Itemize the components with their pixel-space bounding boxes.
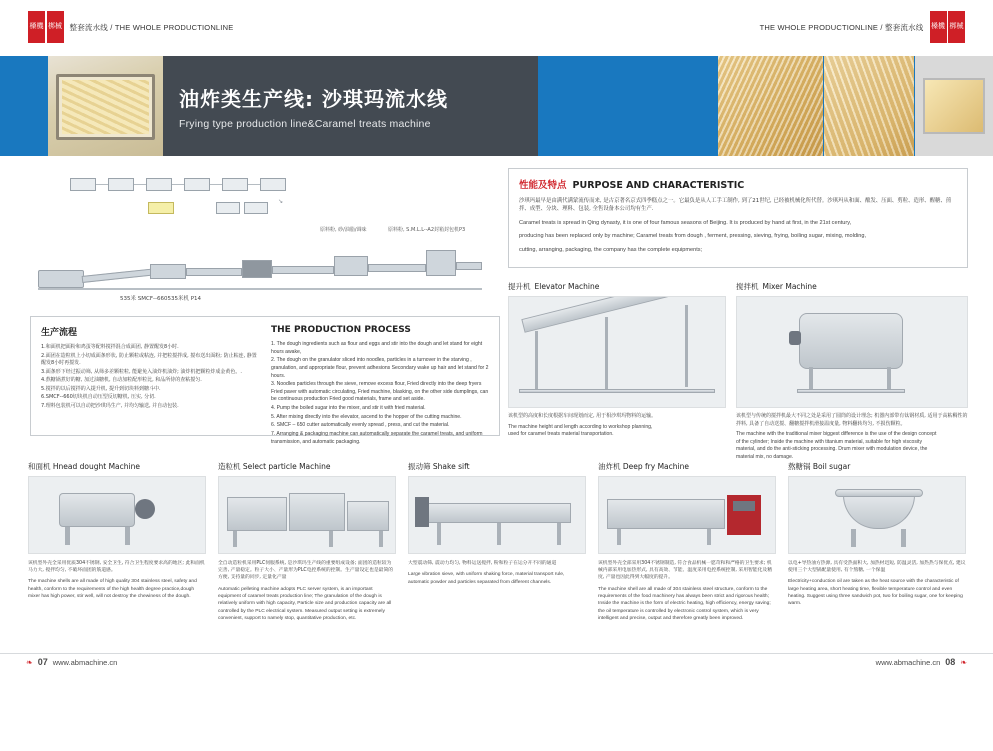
leaf-icon: ❧ xyxy=(960,657,967,667)
machine-title-en: Shake sift xyxy=(432,462,470,471)
elevator-leg-3 xyxy=(685,305,688,387)
machine-card-deep-fryer xyxy=(598,461,776,622)
tray-shape xyxy=(56,74,155,140)
elevator-leg-1 xyxy=(535,331,538,393)
machine-title-en: Select particle Machine xyxy=(242,462,331,471)
brand-text-right: THE WHOLE PRODUCTIONLINE / 整套流水线 xyxy=(759,22,924,32)
machine-title-elevator xyxy=(508,281,726,292)
purpose-text-en-1: Caramel treats is spread in Qing dynasty, it is one of four famous seasons of Beijing. It is produced by hand at first, in the 21st century, xyxy=(519,219,852,226)
machine-title-cn: 造粒机 xyxy=(218,462,241,471)
caramel-treats-closeup-photo xyxy=(718,56,823,156)
process-step-en: 2. The dough on the granulator sliced into noodles, particles in a turnover in the starving , granulation, and appropriate flour, prevent adhesions Secondary wake up hair and let stand for 2 hours. xyxy=(271,357,489,379)
page-number-left: 07 xyxy=(37,657,48,667)
page-number-right: 08 xyxy=(945,657,956,667)
schematic-caption-2: 原料粉, S.M.L.L--A2封箱封包机P3 xyxy=(388,227,466,233)
dough-kneading-machine-photo xyxy=(28,476,206,554)
process-step-cn: 4.熬糖锅煮好的糖, 加过油糖机, 自动加粒配形粒比, 和品所侍的查粘搅匀. xyxy=(41,377,202,383)
kneader-leg-2 xyxy=(125,527,130,545)
line-part-conveyor-3 xyxy=(272,266,334,274)
machine-card-elevator xyxy=(508,281,726,439)
machine-card-sugar-boiler xyxy=(788,461,966,608)
particle-unit-1 xyxy=(227,497,287,531)
machine-title-cn: 熬糖锅 xyxy=(788,462,811,471)
page-header xyxy=(0,0,993,56)
hero-title-cn: 油炸类生产线: 沙琪玛流水线 xyxy=(179,86,448,111)
drum-mixer-photo xyxy=(736,296,968,408)
machine-title-deep-fryer xyxy=(598,461,776,472)
footer-divider xyxy=(0,653,993,654)
process-step-cn: 7.理料包装机可以自动把沙琪玛生产, 并均匀输送, 并自动包装. xyxy=(41,402,179,409)
production-line-schematic xyxy=(30,164,500,309)
elevator-leg-2 xyxy=(605,317,608,389)
particle-unit-2 xyxy=(289,493,345,531)
machine-desc-en4-mixer: material mix, no damage. xyxy=(736,453,794,460)
line-part-fryer xyxy=(242,260,272,278)
machine-title-cn: 振动筛 xyxy=(408,462,431,471)
mixer-drum xyxy=(799,313,903,369)
process-step-en: 5. After mixing directly into the elevator, ascend to the hopper of the cutting machine. xyxy=(271,413,462,420)
machine-card-particle-former xyxy=(218,461,396,622)
schematic-box-1 xyxy=(70,178,96,191)
process-step-cn: 3.面条形下经过振动筛, 从筛多差颗粒粒, 能避免入油炸机油炸; 油炸机把颗粒炸成金黄色。. xyxy=(41,368,242,375)
process-step-cn: 5.搅拌的以后搅拌的入提升机, 提升到切块料到糖斗中. xyxy=(41,385,161,392)
machine-title-cn: 油炸机 xyxy=(598,462,621,471)
mixer-leg-2 xyxy=(887,367,891,391)
mixer-base xyxy=(797,389,905,393)
boiler-rim xyxy=(835,489,923,497)
website-url-right[interactable]: www.abmachine.cn xyxy=(875,657,941,667)
machine-desc-cn-mixer: 该机型与传统的搅拌机最大不同之处是采用了圆筒的设计理念; 机器内部带有钛钢材质, 适用于高粘稠性的拌料, 具备了自动送搅、翻糖搅拌机滑接温度量, 物料翻转均匀, 不损伤颗粒。 xyxy=(736,413,968,427)
machine-gallery-row xyxy=(28,461,968,751)
schematic-arrow-icon: ↘ xyxy=(278,199,284,205)
sieve-leg-2 xyxy=(497,523,501,545)
machine-desc-en: Automatic pelleting machine adopts PLC server system, is an important equipment of caramel treats production line; The granulation of the dough is relatively uniform with high capacity, Particle size and production capacity are all controlled by the PLC electrical system. Measured output setting is extremely convenient, support to namely stop, quantitative production, etc. xyxy=(218,586,392,621)
fryer-tank xyxy=(607,499,725,529)
schematic-connector-2 xyxy=(134,184,146,185)
machine-desc-en2-mixer: of the cylinder; Inside the machine with titanium material, suitable for high viscosity xyxy=(736,438,923,445)
brand-logo-right xyxy=(760,11,965,43)
machine-title-dough-kneader xyxy=(28,461,206,472)
sugar-boiling-pot-photo xyxy=(788,476,966,554)
production-process-panel xyxy=(30,316,500,445)
kneader-bowl xyxy=(59,493,135,527)
boiler-pot xyxy=(843,495,915,529)
process-column-en xyxy=(271,325,489,445)
seal-char-3: 槡機 xyxy=(930,11,947,43)
machine-desc-en: Electricity+conduction oil are taken as the heat source with the characteristic of large heating area, short heating time, flexible temperature control and even heating. Suggest using three sandwich pot, two for boiling sugar, one for keeping warm. xyxy=(788,579,963,607)
purpose-text-cn: 沙琪玛最早是由满代满蒙流传而来, 是古京著名京式四季糕点之一。它最负是从人工手工制作, 到了21世纪, 已经被机械化所代替。沙琪玛从和面、酿发、压面、剪粒、造形、醒糖、煎拌、成型、分块、理料、包装, 全售设备本公司均有生产. xyxy=(519,198,952,213)
elevator-belt xyxy=(521,296,707,333)
particle-leg-2 xyxy=(329,531,333,547)
particle-leg-3 xyxy=(379,531,383,547)
machine-title-en: Deep fry Machine xyxy=(622,462,689,471)
line-part-conveyor-1 xyxy=(82,269,152,283)
vibrating-sieve-photo xyxy=(408,476,586,554)
sieve-inlet xyxy=(415,497,429,527)
machine-title-en: Hnead dought Machine xyxy=(52,462,140,471)
fryer-leg-1 xyxy=(617,529,621,545)
machine-desc-cn: 该机型外壳全部采用304不锈钢制造, 符合食品机械一愿苛和和严格的卫生要求; 机械内部采用电加热形式, 具有高效、节能、温度采用电控系统控制, 采用智能化及精度, 产量也因此得到大幅度的提升。 xyxy=(598,561,772,581)
particle-unit-3 xyxy=(347,501,389,531)
seal-stamp-right xyxy=(930,11,966,43)
machine-title-particle-former xyxy=(218,461,396,472)
schematic-caption-1: 原料粉, 砂/油脂/调味 xyxy=(320,227,367,233)
purpose-heading-cn: 性能及特点 xyxy=(519,180,567,191)
machine-title-cn: 搅拌机 xyxy=(736,282,759,291)
process-step-en: 7. Arranging & packaging machine can automatically separate the caramel treats, and uniform transmission, and automatic packaging. xyxy=(271,431,483,445)
process-step-en: 3. Noodles particles through the sieve, remove excess flour, Fried directly into the deep fryers Fried paver with automatic circulating, Fried machine, blasking, on the other side dumplings, can be continuous production Fried good materials, frame and set aside. xyxy=(271,381,489,403)
elevator-conveyor-photo xyxy=(508,296,726,408)
brand-logo-left xyxy=(28,11,233,43)
process-step-en: 1. The dough ingredients such as flour and eggs and stir into the dough and let stand for eight hours awake, xyxy=(271,341,483,355)
schematic-box-7 xyxy=(216,202,240,214)
process-column-cn xyxy=(41,325,259,427)
boiler-leg-1 xyxy=(851,529,856,547)
machine-desc-en3-mixer: material, and do the anti-sticking processing. Drum mixer with modulation device, the xyxy=(736,446,928,453)
elevator-base xyxy=(519,389,715,393)
seal-char-4: 梆械 xyxy=(948,11,965,43)
line-part-cutter xyxy=(426,250,456,276)
line-part-machine-1 xyxy=(150,264,186,279)
machine-desc-en1-elevator: The machine height and length according to workshop planning, xyxy=(508,423,653,430)
schematic-box-4 xyxy=(184,178,210,191)
process-step-cn: 1.和面机把面粉和鸡蛋等配料搅拌混合成面团, 静置醒发8小时. xyxy=(41,344,179,350)
footer-left xyxy=(26,657,117,667)
deep-fryer-machine-photo xyxy=(598,476,776,554)
seal-char-1: 槡機 xyxy=(28,11,45,43)
process-title-cn: 生产流程 xyxy=(41,328,78,338)
machine-desc-cn-elevator: 该机型的高度和长度根据车间现划而定, 用于相沙琪玛物料的运输。 xyxy=(508,413,657,419)
packaged-caramel-treats-photo xyxy=(915,56,993,156)
tray-of-caramel-treats-photo xyxy=(48,56,163,156)
line-part-conveyor-4 xyxy=(368,264,426,272)
machine-desc-en1-mixer: The machine with the traditional mixer biggest difference is the use of the design concept xyxy=(736,431,937,437)
purpose-text-en-3: cutting, arranging, packaging, the company has the complete equipments; xyxy=(519,247,703,254)
schematic-box-5 xyxy=(222,178,248,191)
machine-title-shake-sift xyxy=(408,461,586,472)
schematic-caption-3: 535米 SMCF--660535米机 P14 xyxy=(120,296,202,302)
schematic-connector-5 xyxy=(248,184,260,185)
machine-desc-en: The machine shells are all made of high quality 304 stainless steel, safety and health, conform to the requirements of the high health degree practice,dough mixer has high power, stir well, will not destroy the chewiness of the dough. xyxy=(28,579,197,600)
purpose-and-characteristic-panel xyxy=(508,168,968,268)
particle-leg-1 xyxy=(233,531,237,547)
process-step-cn: 2.面团在造粒机上小切成面条形状, 防止颗粒或粘连, 并把粒搅拌成, 搅布送出面粉; 防止粘连, 静置醒发8小时再搅发. xyxy=(41,352,257,366)
machine-desc-cn: 以电+导热油方热源, 具有受热面积大, 加热材迅短, 防温灵活, 加热热与保优点, 建议使用三个大型锅配量使用, 有个熬糖, 一个保温 xyxy=(788,561,966,574)
machine-title-cn: 和面机 xyxy=(28,462,51,471)
boiler-leg-2 xyxy=(901,529,906,547)
leaf-icon: ❧ xyxy=(26,657,33,667)
machine-title-en: Elevator Machine xyxy=(534,282,600,291)
schematic-connector-1 xyxy=(96,184,108,185)
sieve-leg-3 xyxy=(557,523,561,545)
purpose-text-en-2: producing has been replaced only by machine; Caramel treats from dough , ferment, pressing, sieving, frying, boiling sugar, mixing, molding, xyxy=(519,233,866,240)
machine-desc-cn: 该机型外壳全采用优质304不锈钢, 安全卫生, 符合卫生程度要求高的地区; 此和面机马力大, 搅拌均匀, 不破坏面团的筋道感。 xyxy=(28,561,205,574)
schematic-box-6 xyxy=(260,178,286,191)
mixer-leg-1 xyxy=(809,367,813,391)
machine-card-mixer xyxy=(736,281,968,462)
process-step-en: 6. SMCF – 650 cutter automatically evenly spread , press, and cut the material. xyxy=(271,422,450,429)
page-body xyxy=(0,156,993,653)
machine-desc-en: The machine shell are all made of 304 stainless steel structure, conform to the requirements of the food machinery has always been strict and rigorous health; Inside the machine is the form of electric heating, high efficiency, energy saving; the oil temperature is controlled by electronic control system, which is very intelligent and precise, output and therefore greatly been improved. xyxy=(598,586,771,621)
line-part-mixer xyxy=(334,256,368,276)
machine-card-shake-sift xyxy=(408,461,586,586)
machine-desc-en: Large vibration sieve, with uniform shaking force, material transport rule, automatic powder and particles separated from different channels. xyxy=(408,572,565,585)
line-part-hopper xyxy=(38,270,84,288)
schematic-connector-4 xyxy=(210,184,222,185)
line-part-outfeed xyxy=(456,262,482,270)
schematic-box-highlight-1 xyxy=(148,202,174,214)
machine-title-sugar-boiler xyxy=(788,461,966,472)
website-url-left[interactable]: www.abmachine.cn xyxy=(52,657,118,667)
process-step-en: 4. Pump the boiled sugar into the mixer, and stir it with fried material. xyxy=(271,405,426,412)
process-step-cn: 6.SMCF--660切块机自动压型反切糖机, 压实, 分切. xyxy=(41,394,156,400)
machine-title-en: Boil sugar xyxy=(812,462,851,471)
machine-title-mixer xyxy=(736,281,968,292)
purpose-heading-en: PURPOSE AND CHARACTERISTIC xyxy=(572,180,745,191)
particle-forming-machine-photo xyxy=(218,476,396,554)
caramel-treats-block-photo xyxy=(824,56,914,156)
mixer-motor xyxy=(789,331,801,345)
line-part-base xyxy=(38,288,482,290)
hero-title-en: Frying type production line&Caramel treats machine xyxy=(179,117,431,130)
machine-title-cn: 提升机 xyxy=(508,282,531,291)
production-line-drawing xyxy=(38,242,483,300)
machine-desc-cn: 大型震动筛, 震动力均匀, 物料运送搅拌, 粉和粒子在运分开不同的通道 xyxy=(408,561,557,566)
footer-right xyxy=(876,657,967,667)
hero-title-block xyxy=(163,56,538,156)
fryer-control-panel xyxy=(733,501,755,511)
machine-desc-cn: 全自动造粒机采用PLC伺服系统, 是沙琪玛生产线的重要组成设备; 面团的造粒较为完善, 产量稳定。粒子大小、产量形为PLC电控系统的控制。生产量设定也是最简的方便, 支持量的同步, 定量化产量 xyxy=(218,561,394,581)
machine-desc-en2-elevator: used for caramel treats material transportation. xyxy=(508,431,614,438)
seal-char-2: 梆械 xyxy=(47,11,64,43)
machine-title-en: Mixer Machine xyxy=(762,282,817,291)
brand-text-left: 整套流水线 / THE WHOLE PRODUCTIONLINE xyxy=(69,22,234,32)
process-title-en: THE PRODUCTION PROCESS xyxy=(271,325,411,335)
schematic-box-2 xyxy=(108,178,134,191)
schematic-box-3 xyxy=(146,178,172,191)
page-footer xyxy=(0,653,993,674)
sieve-leg-1 xyxy=(437,523,441,545)
schematic-box-8 xyxy=(244,202,268,214)
seal-stamp-left xyxy=(28,11,64,43)
machine-card-dough-kneader xyxy=(28,461,206,600)
schematic-connector-3 xyxy=(172,184,184,185)
purpose-heading xyxy=(519,177,957,191)
line-part-conveyor-2 xyxy=(186,268,242,276)
fryer-leg-2 xyxy=(707,529,711,545)
sieve-deck xyxy=(425,503,571,523)
kneader-leg-1 xyxy=(65,527,70,545)
hero-banner xyxy=(0,56,993,156)
kneader-wheel xyxy=(135,499,155,519)
